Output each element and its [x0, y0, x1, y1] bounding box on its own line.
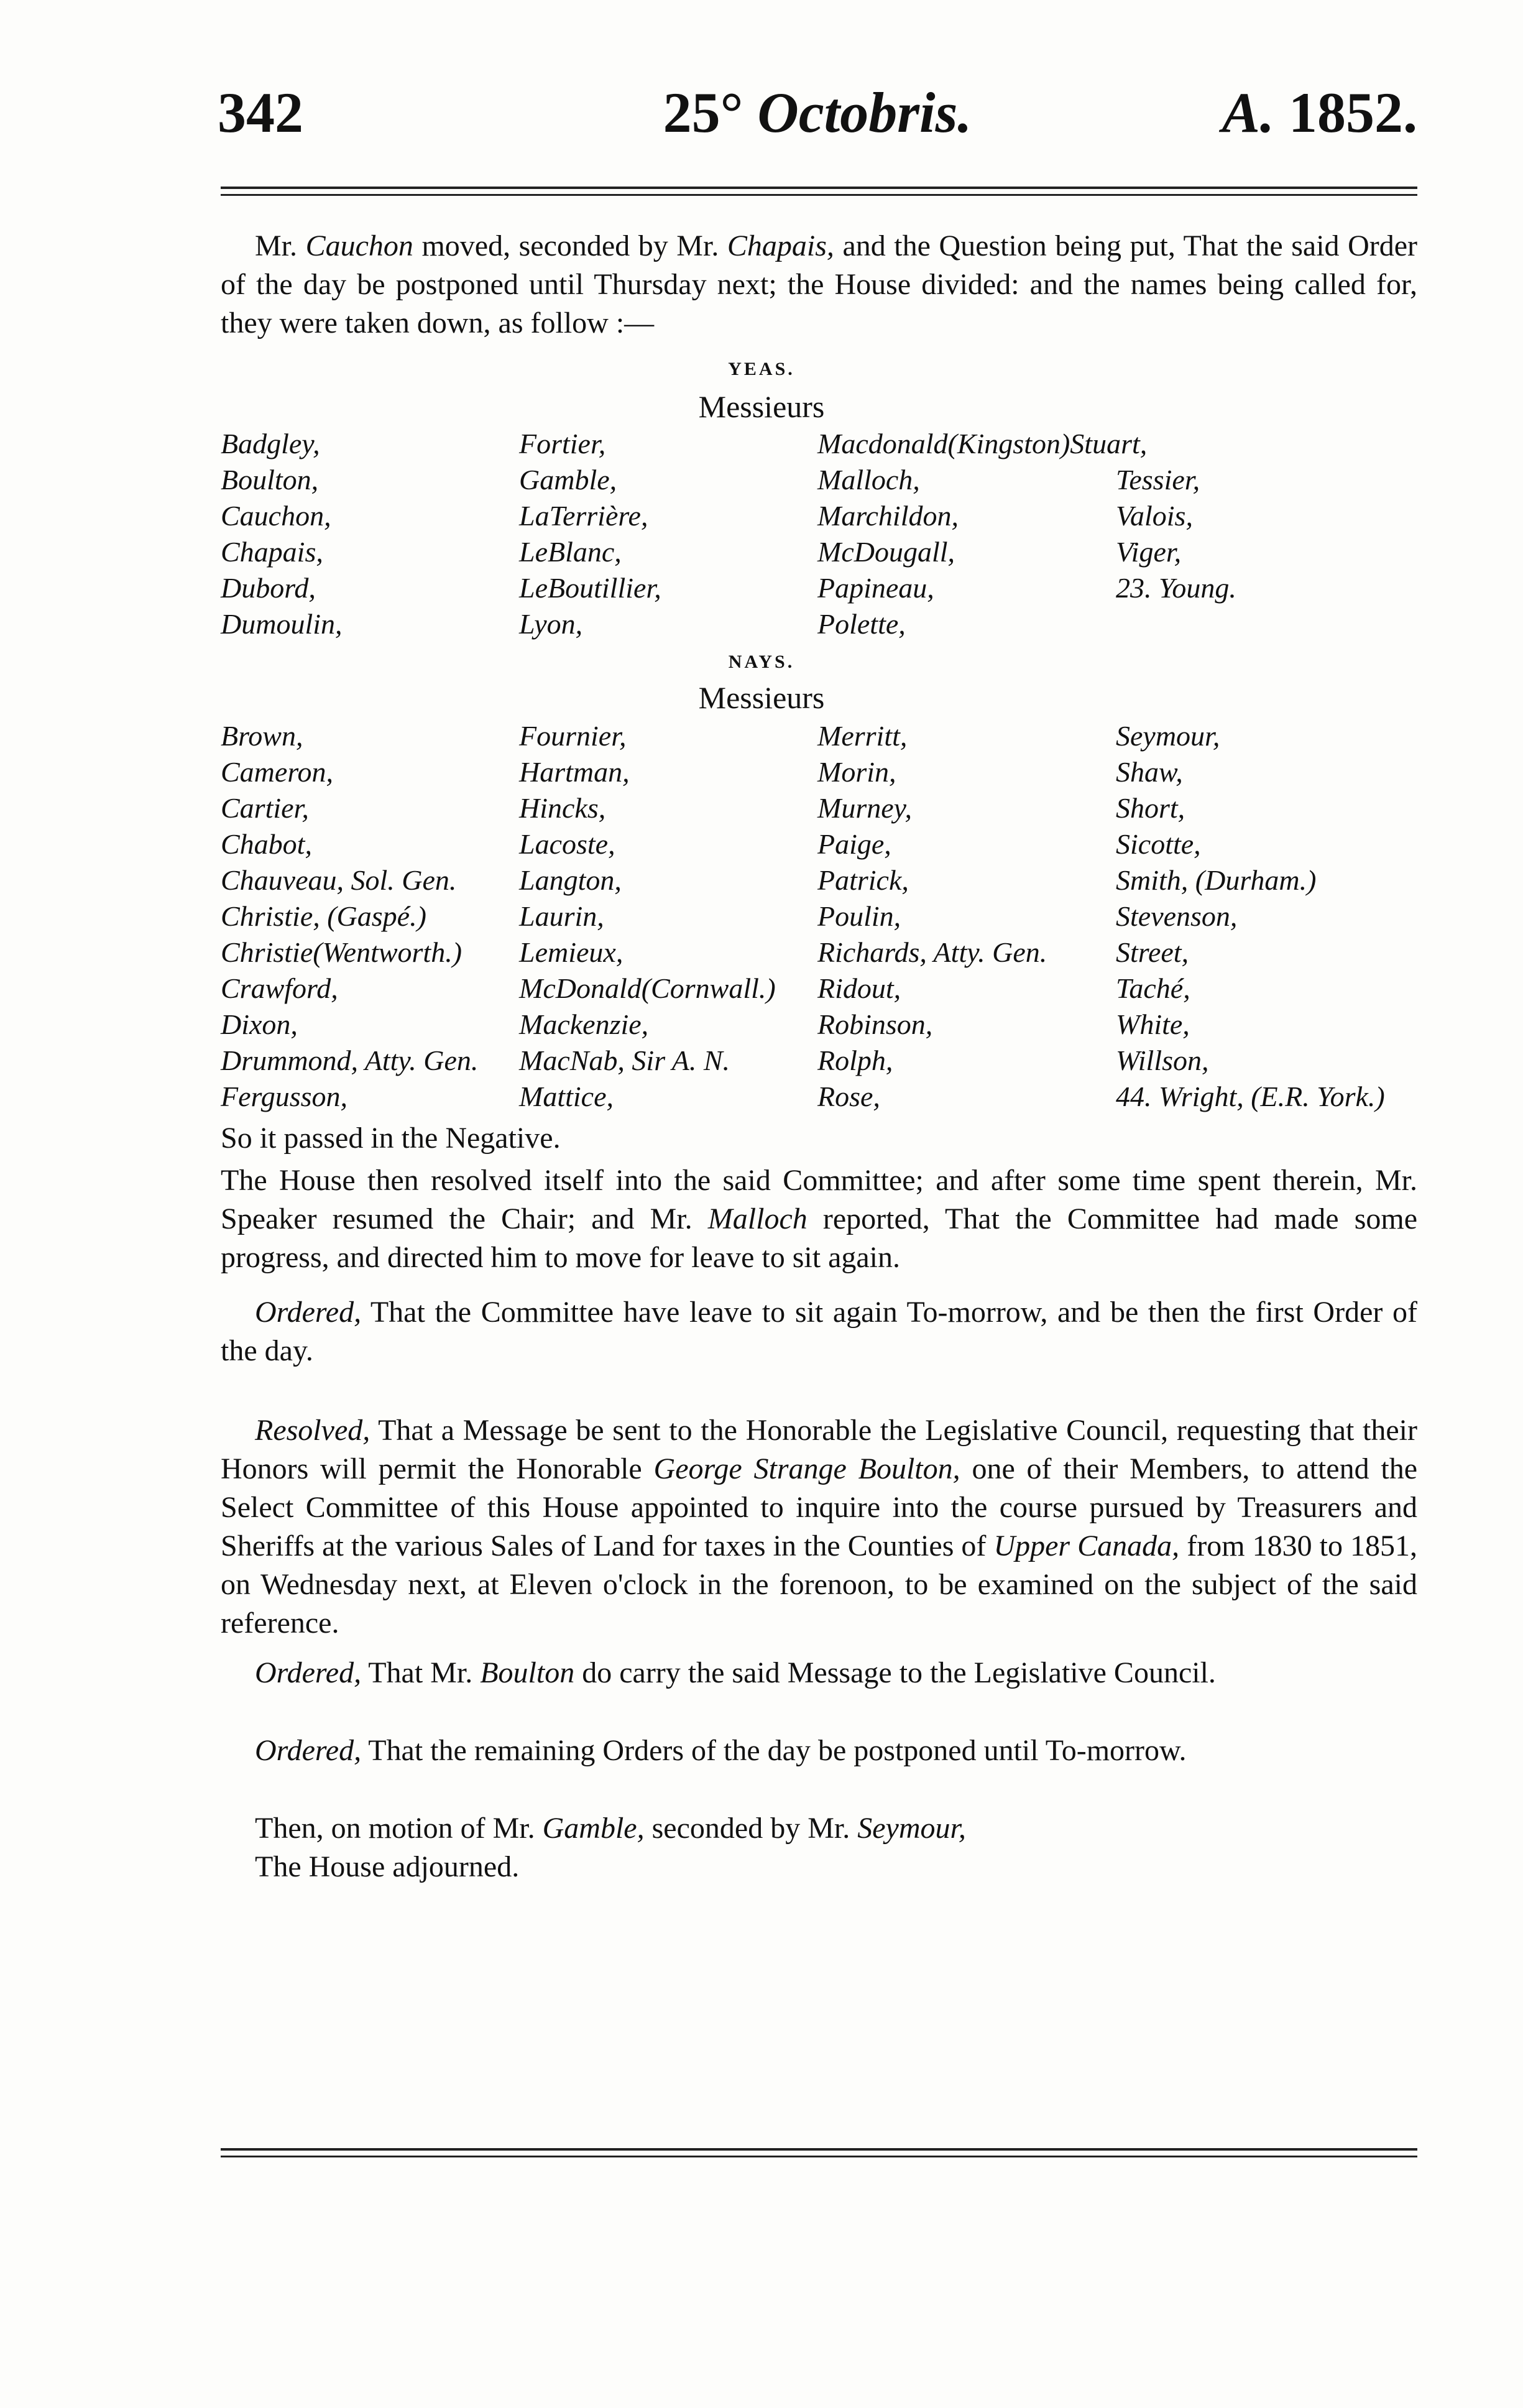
- nays-col-2: [519, 718, 776, 1115]
- adjourn-line-2: The House adjourned.: [255, 1850, 520, 1883]
- header-year-prefix: A.: [1222, 81, 1274, 144]
- resolved-place: Upper Canada,: [993, 1529, 1180, 1562]
- header-rule: [221, 187, 1417, 189]
- resolved-text-2: one of their Members, to attend the Select Committee of this House appointed to inquire into the course pursued by Treasurers and Sheriffs at the various Sales of Land for taxes in the Counties of: [221, 1452, 1418, 1562]
- motion-text-1: Mr.: [255, 229, 298, 262]
- adjourn-seconder: Seymour,: [857, 1812, 966, 1845]
- list-item: Papineau,: [817, 572, 934, 604]
- committee-text-1: The House then resolved itself into the said Committee; and after some time spent therein, Mr. Speaker resumed the Chair; and Mr.: [221, 1164, 1417, 1235]
- nays-heading: NAYS.: [728, 652, 795, 672]
- list-item: White,: [1116, 1008, 1190, 1040]
- nays-list: [221, 718, 1417, 1122]
- list-item: Street,: [1116, 936, 1189, 968]
- list-item: Fournier,: [519, 720, 627, 752]
- list-item: McDougall,: [817, 536, 955, 568]
- list-item: Rose,: [817, 1081, 880, 1112]
- adjourn-text-1: Then, on motion of Mr.: [255, 1812, 535, 1845]
- yeas-col-1: [221, 426, 343, 642]
- header-year: [1222, 80, 1417, 145]
- list-item: LaTerrière,: [519, 500, 648, 532]
- motion-mover: Cauchon: [305, 229, 413, 262]
- list-item: Smith, (Durham.): [1116, 864, 1317, 896]
- list-item: Mackenzie,: [519, 1008, 649, 1040]
- list-item: Paige,: [817, 828, 891, 860]
- list-item: Lemieux,: [519, 936, 623, 968]
- list-item: Boulton,: [221, 464, 319, 496]
- list-item: Cameron,: [221, 756, 334, 788]
- ordered-lead: Ordered,: [255, 1656, 362, 1689]
- list-item: Fergusson,: [221, 1081, 348, 1112]
- list-item: Hincks,: [519, 792, 606, 824]
- ordered-lead: Ordered,: [255, 1734, 362, 1767]
- list-item: Tessier,: [1116, 464, 1200, 496]
- yeas-col-3: [817, 426, 1147, 642]
- motion-paragraph: [221, 227, 1417, 343]
- nays-messieurs: Messieurs: [698, 680, 825, 715]
- list-item: Christie(Wentworth.): [221, 936, 462, 968]
- list-item: Richards, Atty. Gen.: [817, 936, 1047, 968]
- committee-paragraph: [221, 1161, 1417, 1277]
- list-item: Mattice,: [519, 1081, 614, 1112]
- ordered-paragraph-3: [221, 1732, 1417, 1770]
- list-item: [1116, 426, 1236, 462]
- motion-text-2: moved, seconded by Mr.: [421, 229, 719, 262]
- list-item: Morin,: [817, 756, 896, 788]
- list-item: Gamble,: [519, 464, 617, 496]
- list-item: Crawford,: [221, 972, 338, 1004]
- list-item: Chapais,: [221, 536, 323, 568]
- list-item: Seymour,: [1116, 720, 1220, 752]
- list-item: Chabot,: [221, 828, 312, 860]
- list-item: Hartman,: [519, 756, 630, 788]
- list-item: Macdonald(Kingston)Stuart,: [817, 428, 1148, 459]
- ordered-text-1: That Mr.: [368, 1656, 473, 1689]
- list-item: Lyon,: [519, 608, 583, 640]
- list-item: Polette,: [817, 608, 906, 640]
- list-item: Marchildon,: [817, 500, 959, 532]
- list-item: Fortier,: [519, 428, 606, 459]
- list-item: Taché,: [1116, 972, 1190, 1004]
- committee-reporter: Malloch: [707, 1202, 808, 1235]
- header-day: 25°: [663, 81, 743, 144]
- resolved-member: George Strange Boulton,: [653, 1452, 960, 1485]
- adjourn-mover: Gamble,: [542, 1812, 645, 1845]
- resolved-paragraph: [221, 1411, 1417, 1643]
- list-item: Dubord,: [221, 572, 316, 604]
- ordered-text-2: do carry the said Message to the Legislative Council.: [582, 1656, 1216, 1689]
- page-number: 342: [218, 81, 303, 144]
- header-month: Octobris.: [757, 81, 972, 144]
- yeas-col-4: [1116, 426, 1236, 606]
- ordered-paragraph-2: [221, 1654, 1417, 1692]
- resolved-text-1: That a Message be sent to the Honorable the Legislative Council, requesting that their Honors will permit the Honorable: [221, 1414, 1417, 1485]
- list-item: Brown,: [221, 720, 303, 752]
- list-item: Poulin,: [817, 900, 901, 932]
- header-year-value: 1852.: [1289, 81, 1417, 144]
- yeas-list: [221, 426, 1417, 650]
- list-item: Christie, (Gaspé.): [221, 900, 426, 932]
- list-item: Lacoste,: [519, 828, 615, 860]
- list-item: Dumoulin,: [221, 608, 343, 640]
- list-item: Ridout,: [817, 972, 901, 1004]
- list-item: Malloch,: [817, 464, 920, 496]
- list-item: Viger,: [1116, 536, 1182, 568]
- ordered-lead: Ordered,: [255, 1296, 362, 1329]
- list-item: Badgley,: [221, 428, 320, 459]
- list-item: McDonald(Cornwall.): [519, 972, 776, 1004]
- list-item: Drummond, Atty. Gen.: [221, 1045, 479, 1076]
- list-item: 23. Young.: [1116, 572, 1236, 604]
- list-item: MacNab, Sir A. N.: [519, 1045, 730, 1076]
- ordered-text: That the Committee have leave to sit again To-morrow, and be then the first Order of the day.: [221, 1296, 1417, 1367]
- list-item: Willson,: [1116, 1045, 1209, 1076]
- list-item: Robinson,: [817, 1008, 933, 1040]
- adjourn-text-2: seconded by Mr.: [651, 1812, 850, 1845]
- page-header: [218, 80, 1417, 148]
- motion-text-3: and the Question being put, That the said Order of the day be postponed until Thursday next; the House divided: and the names being called for, they were taken down, as follow :—: [221, 229, 1418, 339]
- list-item: Short,: [1116, 792, 1185, 824]
- list-item: Shaw,: [1116, 756, 1183, 788]
- list-item: Dixon,: [221, 1008, 298, 1040]
- nays-col-4: [1116, 718, 1385, 1115]
- resolved-lead: Resolved,: [255, 1414, 370, 1447]
- vote-result: So it passed in the Negative.: [221, 1122, 561, 1155]
- list-item: Langton,: [519, 864, 622, 896]
- yeas-col-2: [519, 426, 661, 642]
- list-item: Rolph,: [817, 1045, 893, 1076]
- adjourn-paragraph: [221, 1809, 1417, 1848]
- nays-col-3: [817, 718, 1047, 1115]
- ordered-paragraph-1: [221, 1293, 1417, 1370]
- list-item: Chauveau, Sol. Gen.: [221, 864, 457, 896]
- list-item: Cauchon,: [221, 500, 331, 532]
- list-item: Merritt,: [817, 720, 908, 752]
- list-item: Sicotte,: [1116, 828, 1201, 860]
- yeas-heading: YEAS.: [728, 359, 795, 379]
- list-item: Valois,: [1116, 500, 1193, 532]
- list-item: Cartier,: [221, 792, 309, 824]
- list-item: LeBlanc,: [519, 536, 622, 568]
- ordered-name: Boulton: [480, 1656, 575, 1689]
- list-item: Patrick,: [817, 864, 909, 896]
- yeas-messieurs: Messieurs: [698, 389, 825, 424]
- list-item: 44. Wright, (E.R. York.): [1116, 1081, 1385, 1112]
- list-item: Laurin,: [519, 900, 604, 932]
- committee-text-2: reported, That the Committee had made some progress, and directed him to move for leave to sit again.: [221, 1202, 1418, 1274]
- list-item: Murney,: [817, 792, 913, 824]
- list-item: LeBoutillier,: [519, 572, 661, 604]
- motion-seconder: Chapais,: [727, 229, 834, 262]
- list-item: Stevenson,: [1116, 900, 1238, 932]
- footer-rule: [221, 2148, 1417, 2151]
- resolved-text-3: from 1830 to 1851, on Wednesday next, at Eleven o'clock in the forenoon, to be examined on the subject of the said reference.: [221, 1529, 1417, 1640]
- ordered-text: That the remaining Orders of the day be postponed until To-morrow.: [368, 1734, 1187, 1767]
- nays-col-1: [221, 718, 478, 1115]
